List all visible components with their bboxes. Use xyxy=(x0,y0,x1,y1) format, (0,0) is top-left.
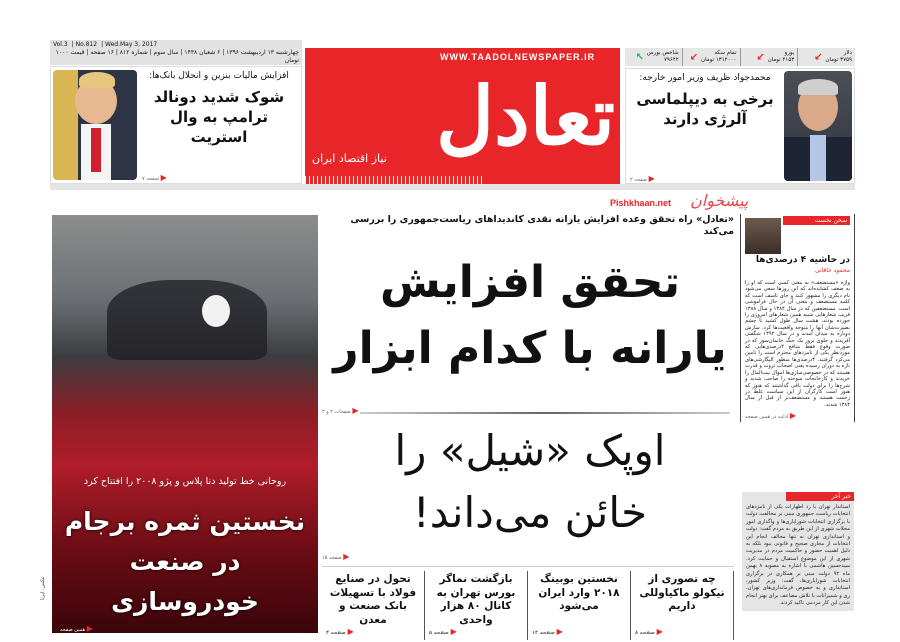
ticker-label: شاخص بورس xyxy=(646,50,679,56)
zarif-photo xyxy=(784,71,852,181)
ticker-value: ۴۱۵۳ تومان xyxy=(767,57,795,63)
arrow-down-icon: ↙ xyxy=(689,51,699,63)
play-icon: ▶ xyxy=(86,624,93,633)
teaser-kicker: افزایش مالیات بنزین و انحلال بانک‌ها: xyxy=(149,71,289,81)
lead-headline[interactable] xyxy=(330,250,730,382)
volume: Vol.3 xyxy=(53,41,68,48)
editorial-author: محمود خاقانی xyxy=(814,267,850,274)
play-icon: ▶ xyxy=(347,626,354,636)
bottom-teaser[interactable] xyxy=(425,571,528,640)
page-ref-label: صفحه ۱۴ xyxy=(532,629,555,636)
ticker-label: یورو xyxy=(784,50,795,56)
photo-story-headline[interactable]: نخستین ثمره برجام در صنعت خودروسازی xyxy=(64,507,306,616)
trump-photo xyxy=(53,70,137,180)
website-url[interactable]: WWW.TAADOLNEWSPAPER.IR xyxy=(440,52,596,62)
editorial-title: در حاشیه ۴ درصدی‌ها xyxy=(755,255,850,265)
watermark-logo: پیشخوان xyxy=(690,191,749,210)
play-icon: ▶ xyxy=(343,552,350,561)
page-ref xyxy=(745,411,850,420)
page-ref-label: صفحه ۱۵ xyxy=(322,555,342,561)
bottom-teasers xyxy=(322,566,734,640)
ticker-value: ۱۳۱۲۰۰۰ تومان xyxy=(701,57,737,63)
editorial-label: سخن نخست xyxy=(783,216,850,225)
lead-headline-line-1: تحقق افزایش xyxy=(380,257,680,308)
teaser-headline: نخستین بوبینگ ۲۰۱۸ وارد ایران می‌شود xyxy=(538,573,620,612)
editorial-column xyxy=(740,214,855,422)
ticker-value: ۷۹۶۴۲ xyxy=(663,57,679,63)
latest-news-label: خبر آخر xyxy=(786,492,854,501)
latest-news-body: استاندار تهران با رد اظهارات یکی از نامزدهای انتخابات ریاست جمهوری مبنی بر مخالفت دولت با برگزاری انتخابات شورایاری‌ها و واگذاری امور محلات شهری از این طریق به مردم گفت: دولت و استانداری تهران نه تنها مخالف انجام این انتخابات از مجاری صحیح و قانونی نبود بلکه به دلیل اهمیت حضور و حاکمیت مردم در مدیریت شهری از این موضوع استقبال و حمایت کرد. سیدحسین هاشمی با اشاره به مصوبه ۸ بهمن ماه ۹۲ دولت مبنی بر همکاری در برگزاری انتخابات شورایاری‌ها، گفت: وزیر کشور، استانداری و به خصوص فرمانداری‌های تهران، ری و شمیرانات با تلاش مضاعف برای بهتر انجام شدن این کار مردمی تاکید کردند. xyxy=(746,504,850,607)
lead-headline-line-2: یارانه با کدام ابزار xyxy=(333,323,727,374)
teaser-text xyxy=(630,72,780,129)
arrow-down-icon: ↙ xyxy=(814,51,823,63)
page-ref xyxy=(142,173,167,182)
teaser-kicker: محمدجواد ظریف وزیر امور خارجه: xyxy=(639,73,771,83)
page-ref xyxy=(322,406,359,415)
issue-number: No.812 xyxy=(75,41,98,48)
ticker-dollar xyxy=(797,48,855,66)
page-ref xyxy=(326,625,354,641)
watermark-url: Pishkhaan.net xyxy=(610,198,672,208)
ticker-bourse xyxy=(625,48,682,66)
play-icon: ▶ xyxy=(352,406,359,415)
arrow-down-icon: ↙ xyxy=(756,51,765,63)
logo-wordmark: تعادل xyxy=(436,69,615,163)
teaser-headline: چه تصوری از نیکولو ماکیاوللی داریم xyxy=(639,573,725,612)
page-ref xyxy=(60,624,93,633)
ticker-label: دلار xyxy=(843,50,852,56)
photo-story-subhead: روحانی خط تولید دنا پلاس و پژو ۲۰۰۸ را افتتاح کرد xyxy=(83,476,287,487)
author-photo xyxy=(745,218,781,254)
play-icon: ▶ xyxy=(656,626,663,636)
latest-news-box xyxy=(742,492,854,611)
teaser-headline: شوک شدید دونالد ترامپ به وال استریت xyxy=(153,88,285,146)
page-ref xyxy=(322,552,349,561)
teaser-text xyxy=(140,70,298,147)
opec-headline[interactable] xyxy=(330,420,730,544)
editorial-body: واژه «مستضعف» به معنی کسی است که او را به ضعف کشانده‌اند که این روزها سعی می‌شود نام دیگری را مشهور کنند و جای تاسف است که کلمه مستضعف و معنی آن در حال فراموشی است. مستضعفین که در سال ۱۳۸۴ و سال ۱۳۸۸ فریب شعارهایی شبیه همین شعارهای امروزی را خورده بودند، هشت سال طول کشید تا چشم بصیرت‌شان آنها را متوجه واقعیت‌ها کرد. سازش دوباره به میدان آمدند و در سال ۱۳۹۲ شگفتی آفریدند و جلوی بروز یک جنگ خانمان‌سوز که در صورت وقوع فقط منافع ۴درصدی‌هایی که موردنظر یکی از نامزدهای محترم است را تامین می‌کرد گرفتند. ۴درصدی‌ها منظور الیگارشی‌های تازه به دوران رسیده یعنی اصحاب ثروت و قدرت هستند که در خصوصی‌سازی‌ها اموال بیت‌المال را خریدند و کارخانجات سوخته را صاحب شدند و شرح‌ها را برای دولت باقی گذاشتند که هنوز که هنوز است کارگران از این سیاست غلط در زحمت هستند و مستضعف‌تر از قبل از سال ۱۳۸۴ شدند. xyxy=(745,280,851,408)
teaser-headline: برخی به دیپلماسی آلرژی دارند xyxy=(636,90,774,128)
lead-subhead: «تعادل» راه تحقق وعده افزایش یارانه نقدی کاندیداهای ریاست‌جمهوری را بررسی می‌کند xyxy=(350,214,734,237)
slogan: نیاز اقتصاد ایران xyxy=(312,152,387,165)
ticker-label: تمام سکه xyxy=(714,50,737,56)
date-en: Wed.May 3, 2017 xyxy=(105,41,158,48)
opec-headline-line-1: اوپک «شیل» را xyxy=(394,426,666,475)
teaser-headline: بازگشت نماگر بورس تهران به کانال ۸۰ هزار واحدی xyxy=(436,573,516,626)
separator xyxy=(360,412,730,414)
ticker-euro xyxy=(740,48,798,66)
market-ticker xyxy=(625,48,855,66)
page-ref xyxy=(429,625,457,641)
page-ref-label: صفحه ۸ xyxy=(635,629,655,636)
page-ref xyxy=(635,625,663,641)
play-icon: ▶ xyxy=(789,411,797,421)
ticker-coin xyxy=(682,48,740,66)
ticker-value: ۳۷۵۹ تومان xyxy=(825,57,852,63)
dateline-en: Vol.3 | No.812 | Wed.May 3, 2017 xyxy=(50,40,302,49)
page-ref-label: صفحه ۲ xyxy=(630,177,647,183)
arrow-up-icon: ↖ xyxy=(635,51,644,63)
bottom-teaser[interactable] xyxy=(528,571,631,640)
page-ref-label: صفحات ۲ و ۳ xyxy=(322,409,351,415)
page-ref-label: صفحه ۴ xyxy=(326,629,346,636)
page-ref-label: صفحه ۷ xyxy=(142,176,159,182)
photo-credit: عکس: ایرنا xyxy=(40,576,46,600)
play-icon: ▶ xyxy=(648,174,655,183)
page-ref-label: ادامه در همین صفحه xyxy=(745,414,789,421)
bottom-teaser[interactable] xyxy=(322,571,425,640)
opec-headline-line-2: خائن می‌داند! xyxy=(412,488,648,537)
play-icon: ▶ xyxy=(450,626,457,636)
play-icon: ▶ xyxy=(160,173,167,182)
page-ref xyxy=(630,174,655,183)
bottom-teaser[interactable] xyxy=(631,571,734,640)
play-icon: ▶ xyxy=(556,626,563,636)
dateline-fa: چهارشنبه ۱۳ اردیبهشت ۱۳۹۶ | ۶ شعبان ۱۴۳۸ | سال سوم | شماره ۸۱۲ | ۱۶ صفحه | قیمت ۱۰۰۰ تومان xyxy=(50,49,302,65)
page-ref xyxy=(532,625,563,641)
teaser-headline: تحول در صنایع فولاد با تسهیلات بانک صنعت و معدن xyxy=(329,573,417,626)
page-ref-label: همین صفحه xyxy=(60,627,86,633)
page-ref-label: صفحه ۵ xyxy=(429,629,449,636)
logo-ruler xyxy=(305,176,485,184)
